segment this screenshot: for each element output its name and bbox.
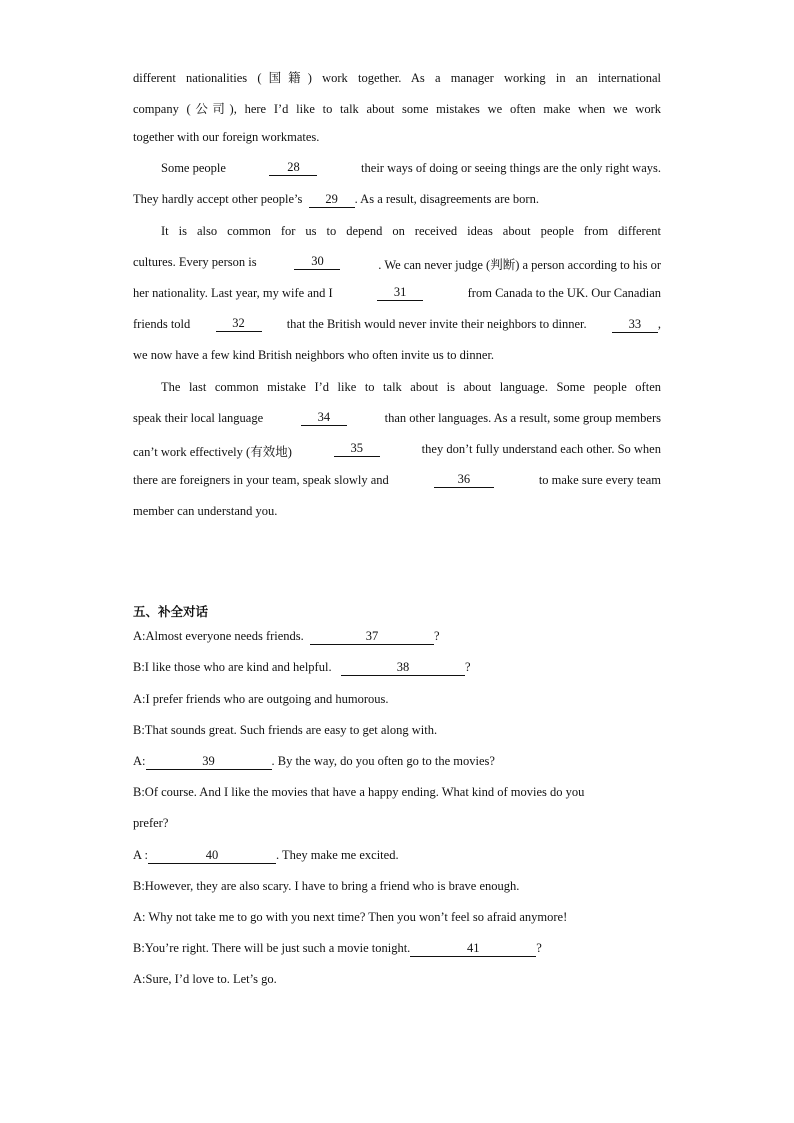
- text: that the British would never invite their neighbors to dinner.: [286, 317, 587, 331]
- text: cultures. Every person is: [133, 255, 257, 269]
- answer-blank-28[interactable]: 28: [269, 161, 317, 176]
- text: B:I like those who are kind and helpful.: [133, 660, 332, 674]
- passage-line: company (公司), here I’d like to talk about some mistakes we often make when we work: [133, 102, 661, 116]
- dialogue-line: [133, 629, 661, 645]
- answer-blank-30[interactable]: 30: [294, 255, 340, 270]
- passage-line: member can understand you.: [133, 504, 278, 518]
- text: can’t work effectively (有效地): [133, 445, 292, 459]
- text: their ways of doing or seeing things are the only right ways.: [361, 161, 661, 175]
- answer-blank-41[interactable]: 41: [410, 942, 536, 957]
- text: her nationality. Last year, my wife and I: [133, 286, 333, 300]
- passage-line: we now have a few kind British neighbors who often invite us to dinner.: [133, 348, 495, 362]
- text: to make sure every team: [538, 473, 661, 487]
- text: ?: [464, 660, 471, 674]
- dialogue-line: [133, 848, 661, 864]
- passage-line: [161, 161, 661, 176]
- text: ?: [434, 629, 440, 643]
- dialogue-line: B:However, they are also scary. I have to bring a friend who is brave enough.: [133, 879, 520, 893]
- section-heading: 五、补全对话: [133, 604, 209, 619]
- text: . As a result, disagreements are born.: [354, 192, 539, 206]
- text: A:Almost everyone needs friends.: [133, 629, 304, 643]
- answer-blank-38[interactable]: 38: [341, 661, 465, 676]
- text: . They make me excited.: [275, 848, 399, 862]
- answer-blank-39[interactable]: 39: [146, 755, 272, 770]
- text: They hardly accept other people’s: [133, 192, 303, 206]
- passage-line: together with our foreign workmates.: [133, 130, 320, 144]
- passage-line: [133, 192, 661, 208]
- dialogue-line: A:Sure, I’d love to. Let’s go.: [133, 972, 277, 986]
- text: ,: [657, 317, 661, 331]
- answer-blank-34[interactable]: 34: [301, 411, 347, 426]
- text: speak their local language: [133, 411, 264, 425]
- text: they don’t fully understand each other. So when: [421, 442, 661, 456]
- passage-line: [133, 473, 661, 488]
- answer-blank-32[interactable]: 32: [216, 317, 262, 332]
- answer-blank-37[interactable]: 37: [310, 630, 434, 645]
- text: ?: [536, 941, 542, 955]
- passage-line: [133, 317, 661, 333]
- dialogue-line: B:Of course. And I like the movies that have a happy ending. What kind of movies do you: [133, 785, 585, 799]
- passage-line: It is also common for us to depend on received ideas about people from different: [161, 224, 661, 238]
- text: A:: [133, 754, 146, 768]
- answer-blank-40[interactable]: 40: [148, 849, 276, 864]
- answer-blank-31[interactable]: 31: [377, 286, 423, 301]
- text: there are foreigners in your team, speak slowly and: [133, 473, 389, 487]
- text: B:You’re right. There will be just such a movie tonight.: [133, 941, 411, 955]
- text: friends told: [133, 317, 191, 331]
- dialogue-line: prefer?: [133, 816, 169, 830]
- text: from Canada to the UK. Our Canadian: [467, 286, 661, 300]
- dialogue-line: [133, 754, 661, 770]
- dialogue-line: B:That sounds great. Such friends are easy to get along with.: [133, 723, 438, 737]
- dialogue-line: [133, 660, 661, 676]
- answer-blank-29[interactable]: 29: [309, 193, 355, 208]
- text: . We can never judge (判断) a person according to his or: [378, 258, 661, 272]
- answer-blank-36[interactable]: 36: [434, 473, 494, 488]
- dialogue-line: A:I prefer friends who are outgoing and humorous.: [133, 692, 389, 706]
- passage-line: [133, 411, 661, 426]
- passage-line: [133, 255, 661, 273]
- text: Some people: [161, 161, 226, 175]
- dialogue-line: [133, 941, 661, 957]
- passage-line: [133, 286, 661, 301]
- answer-blank-35[interactable]: 35: [334, 442, 380, 457]
- dialogue-line: A: Why not take me to go with you next time? Then you won’t feel so afraid anymore!: [133, 910, 568, 924]
- text: than other languages. As a result, some group members: [384, 411, 661, 425]
- answer-blank-33[interactable]: 33: [612, 318, 658, 333]
- passage-line: [133, 442, 661, 460]
- text: . By the way, do you often go to the movies?: [271, 754, 495, 768]
- passage-line: The last common mistake I’d like to talk about is about language. Some people often: [161, 380, 661, 394]
- passage-line: different nationalities (国籍) work together. As a manager working in an international: [133, 71, 661, 85]
- text: A :: [133, 848, 148, 862]
